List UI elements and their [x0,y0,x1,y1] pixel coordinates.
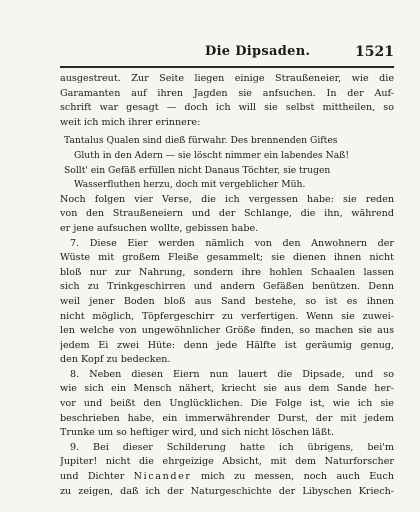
verse-line: Sollt' ein Gefäß erfüllen nicht Danaus Töchter, sie trugen [64,164,331,176]
text-line: 7. Diese Eier werden nämlich von den Anwohnern der [70,237,394,249]
paragraph-5 [60,441,394,499]
verse-line: Wasserfluthen herzu, doch mit vergeblicher Müh. [74,179,306,191]
text-line: Wüste mit großem Fleiße gesammelt; sie dienen ihnen nicht [60,252,394,264]
text-line: jedem Ei zwei Hüte: denn jede Hälfte ist geräumig genug, [60,339,394,351]
spaced-name: Nicander [133,471,192,483]
text-line: nicht möglich, Töpfergeschirr zu verfertigen. Wenn sie zuwei- [60,310,394,322]
text-line: beschrieben habe, ein immerwährender Durst, der mit jedem [60,412,394,424]
text-line: weil jener Boden bloß aus Sand bestehe, so ist es ihnen [60,295,394,307]
text-line: sich zu Trinkgeschirren und andern Gefäßen benützen. Denn [60,281,394,293]
text-line: Garamanten auf ihren Jagden sie anfsuchen. In der Auf- [60,87,394,99]
text-line: ausgestreut. Zur Seite liegen einige Straußeneier, wie die [60,73,394,84]
text-line: 8. Neben diesen Eiern nun lauert die Dipsade, und so [70,368,394,380]
paragraph-2 [60,193,394,237]
text-line: bloß nur zur Nahrung, sondern ihre hohlen Schaalen lassen [60,266,394,278]
paragraph-1 [60,72,394,130]
text-line: schrift war gesagt — doch ich will sie selbst mittheilen, so [60,102,394,114]
text-line-with-spaced-name: und Dichter Nicander mich zu messen, noch auch Euch [60,471,394,483]
text-line: weit ich mich ihrer erinnere: [60,116,201,128]
text-line: len welche von ungewöhnlicher Größe finden, so machen sie aus [60,325,394,337]
text-line: von den Straußeneiern und der Schlange, die ihn, während [60,208,394,220]
text-line: den Kopf zu bedecken. [60,354,171,366]
page-header [60,44,394,64]
verse-line: Gluth in den Adern — sie löscht nimmer ein labendes Naß! [74,149,350,161]
header-rule [60,66,394,68]
text-line: er jene aufsuchen wollte, gebissen habe. [60,222,259,234]
text-line: 9. Bei dieser Schilderung hatte ich übrigens, bei'm [70,441,394,453]
text-line: wie sich ein Mensch nähert, kriecht sie aus dem Sande her- [60,383,394,395]
verse-block [60,134,394,192]
paragraph-3-cont [60,251,394,368]
page-number: 1521 [355,44,394,60]
running-title: Die Dipsaden. [205,44,311,59]
paragraph-3 [60,237,394,252]
text-line: Trunke um so heftiger wird, und sich nicht löschen läßt. [60,427,335,439]
verse-line: Tantalus Qualen sind dieß fürwahr. Des brennenden Giftes [64,135,338,147]
text-line: Noch folgen vier Verse, die ich vergessen habe: sie reden [60,193,394,205]
text-line: Jupiter! nicht die ehrgeizige Absicht, mit dem Naturforscher [60,456,394,468]
text-line: vor und beißt den Unglücklichen. Die Folge ist, wie ich sie [60,398,394,410]
page-body [60,72,394,499]
text-line: zu zeigen, daß ich der Naturgeschichte der Libyschen Kriech- [60,485,394,497]
paragraph-4 [60,368,394,441]
